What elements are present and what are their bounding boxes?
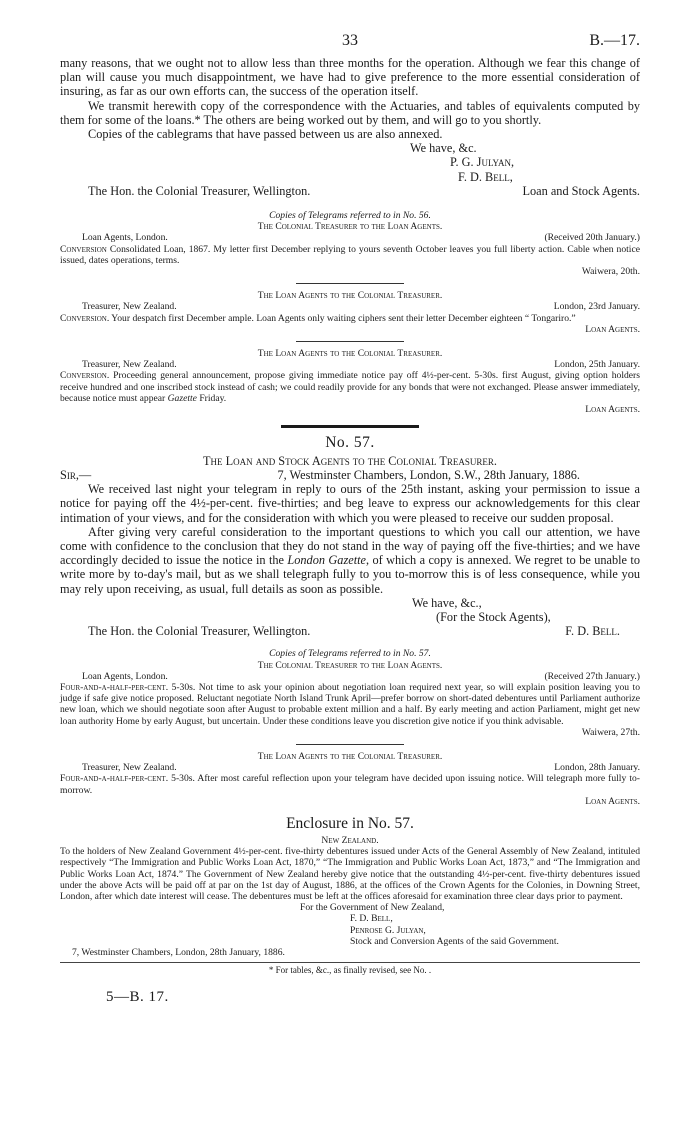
document-reference: B.—17. [589, 32, 640, 49]
enclosure-subheading: New Zealand. [321, 835, 379, 847]
telegram-recipient: Loan Agents, London. [82, 670, 168, 682]
salutation: Sir,— [60, 467, 92, 482]
enclosure-address: 7, Westminster Chambers, London, 28th January, 1886. [72, 947, 285, 959]
divider [296, 744, 404, 745]
section-divider [281, 425, 419, 428]
telegram-recipient: Loan Agents, London. [82, 232, 168, 244]
telegram-keyword: Four-and-a-half-per-cent. [60, 682, 169, 694]
enclosure-notice [60, 835, 640, 958]
telegram-place-date: London, 28th January. [554, 762, 640, 774]
section-number-57: No. 57. [325, 433, 375, 451]
telegram-title: The Colonial Treasurer to the Loan Agents. [257, 659, 443, 671]
intro-paragraph-3: Copies of the cablegrams that have passed between us are also annexed. [88, 127, 443, 142]
telegrams-heading-57: Copies of Telegrams referred to in No. 57. [269, 648, 431, 660]
addressee: The Hon. the Colonial Treasurer, Wellington. [88, 183, 311, 198]
telegram-received: (Received 20th January.) [544, 232, 640, 244]
telegram-received: (Received 27th January.) [544, 670, 640, 682]
telegram-keyword: Conversion [60, 243, 107, 255]
intro-paragraph-2: We transmit herewith copy of the correspondence with the Actuaries, and tables of equivalents computed by them for some of the loans.* The others are being worked out by them, and will go to you shortly. [60, 98, 640, 127]
telegram-recipient: Treasurer, New Zealand. [82, 301, 177, 313]
letter-57 [60, 454, 640, 639]
sender-address: 7, Westminster Chambers, London, S.W., 28th January, 1886. [277, 467, 580, 482]
telegram-body: Conversion. Your despatch first December ample. Loan Agents only waiting ciphers sent their letter December eighteen “ Tongariro.” [60, 312, 576, 324]
telegram-title: The Loan Agents to the Colonial Treasurer. [257, 751, 443, 763]
telegram-body: Four-and-a-half-per-cent. 5-30s. After most careful reflection upon your telegram have decided upon issuing notice. Will telegraph more fully to-morrow. [60, 773, 640, 796]
signatory-title: Loan and Stock Agents. [522, 183, 640, 198]
telegram-signature: Loan Agents. [585, 404, 640, 416]
telegram-signature: Loan Agents. [585, 795, 640, 807]
signatory-title: Stock and Conversion Agents of the said Government. [350, 935, 559, 947]
telegram-title: The Loan Agents to the Colonial Treasurer. [257, 348, 443, 360]
letter-paragraph-1: We received last night your telegram in reply to ours of the 25th instant, asking your permission to issue a notice for paying off the 4½-per-cent. five-thirties; and beg leave to express our acknowledgements for this clear intimation of your views, and for the consideration with which you were pleased to receive our sudden proposal. [60, 482, 640, 525]
telegram-place-date: London, 23rd January. [553, 301, 640, 313]
intro-paragraph-1: many reasons, that we ought not to allow less than three months for the operation. Although we fear this change of plan will cause you much disappointment, we have had to give preference to the more essential consideration of insuring, as far as our own efforts can, the success of the operation itself. [60, 56, 640, 99]
telegram-signature: Loan Agents. [585, 323, 640, 335]
telegram-keyword: Conversion. [60, 312, 110, 324]
signature-bell: F. D. Bell, [458, 169, 513, 184]
telegram-title: The Loan Agents to the Colonial Treasurer. [257, 290, 443, 302]
letter-paragraph-2: After giving very careful consideration to the important questions to which you call our attention, we have come with confidence to the conclusion that they do not stand in the way of paying off the five-thirties; and we have accordingly decided to issue the notice in the London Gazette, of which a copy is annexed. We regret to be unable to write more by to-day's mail, but as we shall telegraph fully to you to-morrow this is of less consequence, while you may rely upon receiving, as usual, full details as soon as possible. [60, 524, 640, 596]
for-stock-agents: (For the Stock Agents), [436, 610, 551, 625]
page-header [60, 30, 640, 56]
signature-julyan: P. G. Julyan, [450, 155, 515, 170]
bottom-reference: 5—B. 17. [106, 989, 169, 1006]
page-number: 33 [342, 32, 358, 49]
telegrams-57 [60, 648, 640, 807]
telegram-signature: Waiwera, 27th. [581, 726, 640, 738]
telegram-body: Four-and-a-half-per-cent. 5-30s. Not time to ask your opinion about negotiation loan required next year, so will explain position leaving you to judge if safe give notice proposed. Reluctant negotiate North Island Trunk April—prefer borrow on short-dated debentures until Parliament authorize new loan, which we should negotiate soon after August to probable extent million and a half. By early meeting and action Parliament, might get new loan authority Home by early August, but uncertain. Under these conditions leave you discretion give notice if you think advisable. [60, 682, 640, 727]
closing-we-have: We have, &c., [412, 595, 482, 610]
telegrams-heading-56: Copies of Telegrams referred to in No. 56. [269, 210, 431, 222]
footnote-rule [60, 962, 640, 963]
telegram-body: Conversion. Proceeding general announcement, propose giving immediate notice pay off 4½-per-cent. 5-30s. first August, giving option holders receive hundred and one inscribed stock instead of cash; we could readily provide for any bonds that were not exchanged. Please answer immediately, because notice must appear Gazette Friday. [60, 370, 640, 404]
telegram-keyword: Conversion. [60, 370, 110, 382]
telegram-keyword: Four-and-a-half-per-cent. [60, 773, 169, 785]
enclosure-paragraph: To the holders of New Zealand Government 4½-per-cent. five-thirty debentures issued under Acts of the General Assembly of New Zealand, intituled respectively “The Immigration and Public Works Loan Act, 1870,” “The Immigration and Public Works Loan Act, 1873,” and “The Immigration and Public Works Loan Act, 1874.” The Government of New Zealand hereby give notice that the outstanding 4½-per-cent. five-thirty debentures issued under the above Acts will be paid off at par on the 1st day of August, 1886, at the offices of the Crown Agents for the Colonies, in Downing Street, London, after which date interest will cease. The debentures must be left at the offices aforesaid for examination three clear days prior to payment. [60, 846, 640, 903]
document-page [60, 30, 640, 1006]
signature-bell: F. D. Bell. [565, 624, 620, 639]
telegram-recipient: Treasurer, New Zealand. [82, 359, 177, 371]
for-government: For the Government of New Zealand, [300, 902, 445, 914]
enclosure-heading: Enclosure in No. 57. [286, 815, 414, 833]
addressee: The Hon. the Colonial Treasurer, Wellington. [88, 624, 311, 639]
divider [296, 341, 404, 342]
signature-bell: F. D. Bell, [350, 913, 393, 925]
letter-continuation [60, 56, 640, 198]
closing-we-have: We have, &c. [410, 141, 477, 156]
telegram-place-date: London, 25th January. [554, 359, 640, 371]
footnote: * For tables, &c., as finally revised, see No. . [268, 965, 432, 976]
telegrams-56 [60, 210, 640, 415]
signature-julyan: Penrose G. Julyan, [350, 924, 426, 936]
telegram-body: Conversion Consolidated Loan, 1867. My letter first December replying to yours seventh October leaves you full liberty action. Cable when notice issued, dates operations, terms. [60, 243, 640, 266]
telegram-title: The Colonial Treasurer to the Loan Agents. [257, 221, 443, 233]
telegram-signature: Waiwera, 20th. [581, 266, 640, 278]
letter-title: The Loan and Stock Agents to the Colonial Treasurer. [203, 453, 497, 468]
divider [296, 283, 404, 284]
telegram-recipient: Treasurer, New Zealand. [82, 762, 177, 774]
